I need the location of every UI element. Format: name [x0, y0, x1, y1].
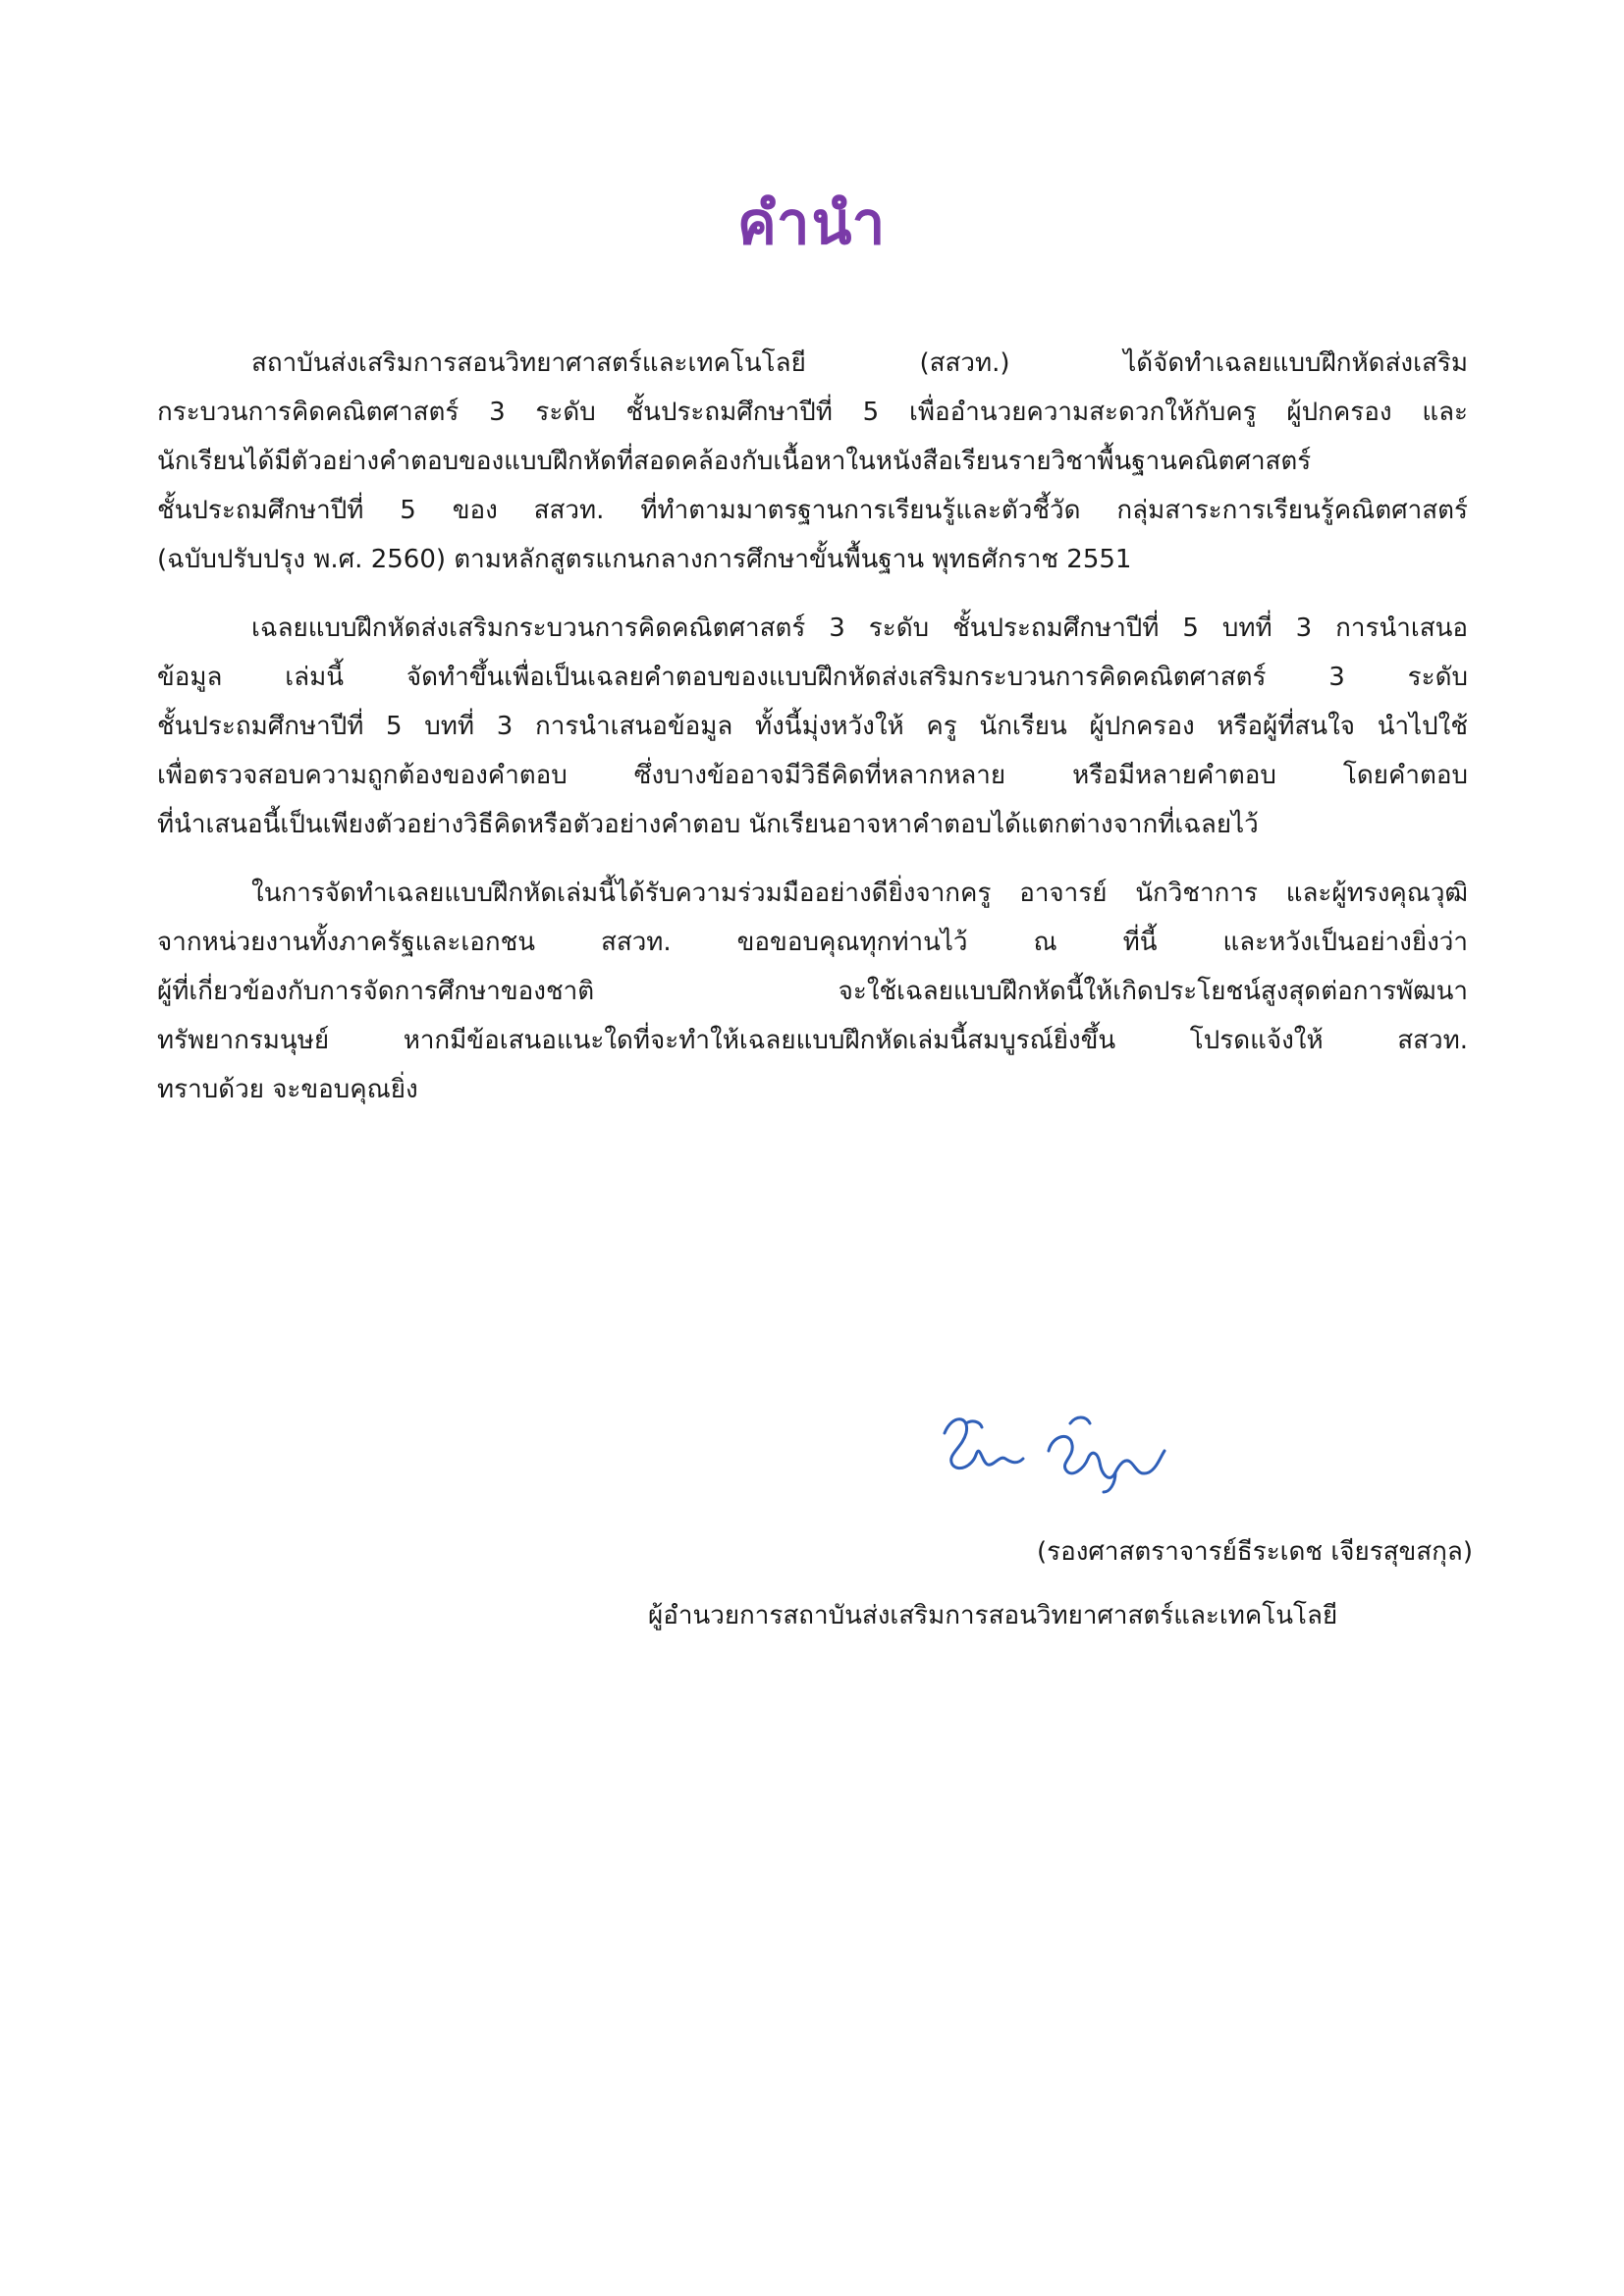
preface-body [157, 339, 1468, 1134]
text-line: สถาบันส่งเสริมการสอนวิทยาศาสตร์และเทคโนโลยี (สสวท.) ได้จัดทำเฉลยแบบฝึกหัดส่งเสริม [251, 348, 1468, 378]
text-line: (ฉบับปรับปรุง พ.ศ. 2560) ตามหลักสูตรแกนกลางการศึกษาขั้นพื้นฐาน พุทธศักราช 2551 [157, 545, 1132, 574]
text-line: กระบวนการคิดคณิตศาสตร์ 3 ระดับ ชั้นประถมศึกษาปีที่ 5 เพื่ออำนวยความสะดวกให้กับครู ผู้ปกครอง และ [157, 398, 1468, 427]
paragraph-2 [157, 604, 1468, 849]
text-line: ชั้นประถมศึกษาปีที่ 5 บทที่ 3 การนำเสนอข้อมูล ทั้งนี้มุ่งหวังให้ ครู นักเรียน ผู้ปกครอง หรือผู้ที่สนใจ นำไปใช้ [157, 712, 1468, 741]
signer-position: ผู้อำนวยการสถาบันส่งเสริมการสอนวิทยาศาสตร์และเทคโนโลยี [648, 1601, 1338, 1630]
text-line: ผู้ที่เกี่ยวข้องกับการจัดการศึกษาของชาติ จะใช้เฉลยแบบฝึกหัดนี้ให้เกิดประโยชน์สูงสุดต่อการพัฒนา [157, 977, 1468, 1006]
paragraph-1 [157, 339, 1468, 584]
page-title: คำนำ [736, 189, 888, 258]
text-line: ทราบด้วย จะขอบคุณยิ่ง [157, 1075, 418, 1104]
text-line: จากหน่วยงานทั้งภาครัฐและเอกชน สสวท. ขอขอบคุณทุกท่านไว้ ณ ที่นี้ และหวังเป็นอย่างยิ่งว่า [157, 928, 1468, 957]
text-line: นักเรียนได้มีตัวอย่างคำตอบของแบบฝึกหัดที่สอดคล้องกับเนื้อหาในหนังสือเรียนรายวิชาพื้นฐานคณิตศาสตร์ [157, 447, 1312, 476]
signer-name: (รองศาสตราจารย์ธีระเดช เจียรสุขสกุล) [1036, 1537, 1473, 1567]
paragraph-3 [157, 869, 1468, 1114]
handwritten-signature [923, 1394, 1178, 1502]
text-line: ที่นำเสนอนี้เป็นเพียงตัวอย่างวิธีคิดหรือตัวอย่างคำตอบ นักเรียนอาจหาคำตอบได้แตกต่างจากที่เฉลยไว้ [157, 810, 1259, 839]
text-line: ชั้นประถมศึกษาปีที่ 5 ของ สสวท. ที่ทำตามมาตรฐานการเรียนรู้และตัวชี้วัด กลุ่มสาระการเรียนรู้คณิตศาสตร์ [157, 496, 1468, 525]
text-line: ในการจัดทำเฉลยแบบฝึกหัดเล่มนี้ได้รับความร่วมมืออย่างดียิ่งจากครู อาจารย์ นักวิชาการ และผู้ทรงคุณวุฒิ [251, 879, 1468, 908]
text-line: ข้อมูล เล่มนี้ จัดทำขึ้นเพื่อเป็นเฉลยคำตอบของแบบฝึกหัดส่งเสริมกระบวนการคิดคณิตศาสตร์ 3 ระดับ [157, 663, 1468, 692]
text-line: เพื่อตรวจสอบความถูกต้องของคำตอบ ซึ่งบางข้ออาจมีวิธีคิดที่หลากหลาย หรือมีหลายคำตอบ โดยคำตอบ [157, 761, 1468, 790]
text-line: เฉลยแบบฝึกหัดส่งเสริมกระบวนการคิดคณิตศาสตร์ 3 ระดับ ชั้นประถมศึกษาปีที่ 5 บทที่ 3 การนำเสนอ [251, 614, 1468, 643]
text-line: ทรัพยากรมนุษย์ หากมีข้อเสนอแนะใดที่จะทำให้เฉลยแบบฝึกหัดเล่มนี้สมบูรณ์ยิ่งขึ้น โปรดแจ้งให้ สสวท. [157, 1026, 1468, 1055]
